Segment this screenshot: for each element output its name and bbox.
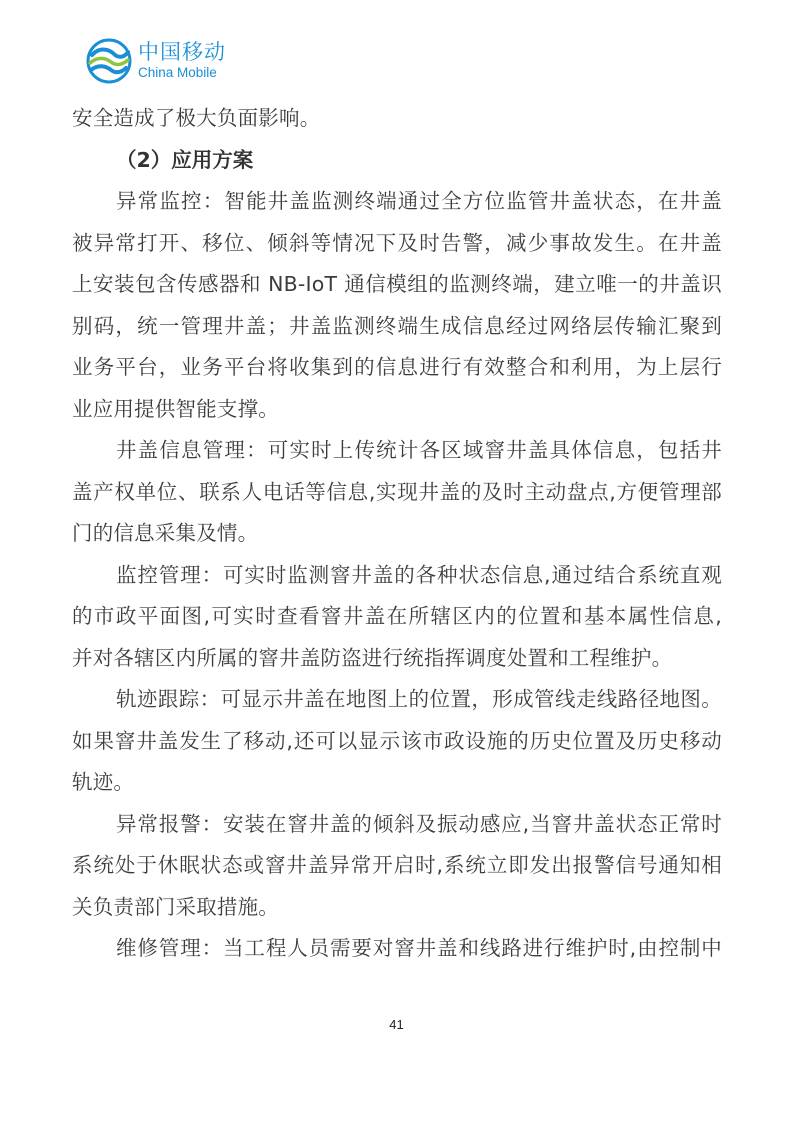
paragraph-line: 如果窨井盖发生了移动,还可以显示该市政设施的历史位置及历史移动 (72, 728, 722, 753)
paragraph-line: 异常报警：安装在窨井盖的倾斜及振动感应,当窨井盖状态正常时 (116, 811, 722, 836)
paragraph-line: 的市政平面图,可实时查看窨井盖在所辖区内的位置和基本属性信息, (72, 604, 722, 628)
document-body (72, 98, 722, 970)
paragraph-line: 异常监控：智能井盖监测终端通过全方位监管井盖状态，在井盖 (116, 189, 722, 213)
section-heading: （2）应用方案 (116, 147, 254, 172)
brand-name-en: China Mobile (138, 65, 217, 81)
paragraph-line: 监控管理：可实时监测窨井盖的各种状态信息,通过结合系统直观 (116, 562, 722, 587)
paragraph-line: 并对各辖区内所属的窨井盖防盗进行统指挥调度处置和工程维护。 (72, 645, 673, 670)
paragraph-line: 别码，统一管理井盖；井盖监测终端生成信息经过网络层传输汇聚到 (72, 313, 722, 338)
page-header (86, 36, 226, 86)
paragraph-line: 维修管理：当工程人员需要对窨井盖和线路进行维护时,由控制中 (116, 936, 722, 960)
paragraph-line: 关负责部门采取措施。 (72, 894, 279, 919)
paragraph-line: 门的信息采集及情。 (72, 521, 259, 545)
paragraph-line: 业务平台，业务平台将收集到的信息进行有效整合和利用，为上层行 (72, 355, 722, 379)
brand-name-cn: 中国移动 (138, 40, 226, 65)
paragraph-line: 轨迹。 (72, 770, 135, 794)
paragraph-line: 业应用提供智能支撑。 (72, 396, 279, 421)
page-number: 41 (389, 1017, 404, 1032)
paragraph-line: 轨迹跟踪：可显示井盖在地图上的位置，形成管线走线路径地图。 (116, 687, 722, 711)
paragraph-line: 系统处于休眠状态或窨井盖异常开启时,系统立即发出报警信号通知相 (72, 853, 722, 877)
paragraph-line: 井盖信息管理：可实时上传统计各区域窨井盖具体信息，包括井 (116, 438, 722, 462)
paragraph-line: 被异常打开、移位、倾斜等情况下及时告警，减少事故发生。在井盖 (72, 230, 722, 255)
paragraph-line: 盖产权单位、联系人电话等信息,实现井盖的及时主动盘点,方便管理部 (72, 479, 722, 504)
china-mobile-logo-icon (86, 38, 132, 84)
paragraph-line: 安全造成了极大负面影响。 (72, 106, 321, 130)
paragraph-line: 上安装包含传感器和 NB-IoT 通信模组的监测终端，建立唯一的井盖识 (72, 272, 722, 296)
